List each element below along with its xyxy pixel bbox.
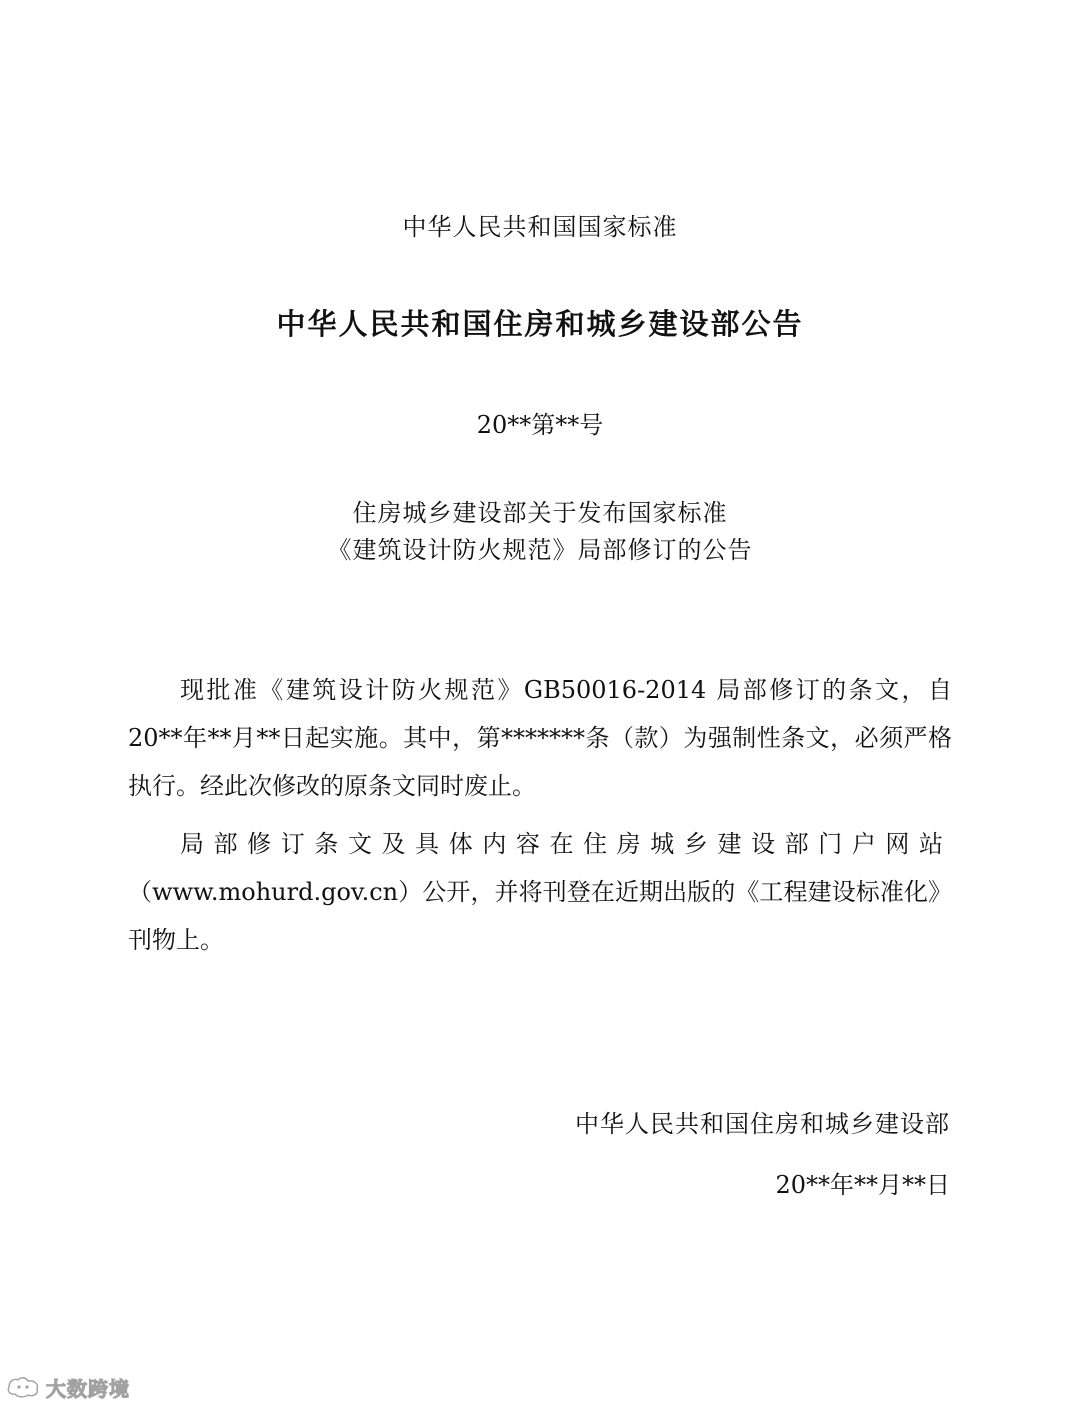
bilibili-style-logo-icon [6,1375,42,1399]
paragraph-2-spaced-text: 局部修订条文及具体内容在住房城乡建设部门户网站 [180,830,952,858]
paragraph-2-rest-text: （www.mohurd.gov.cn）公开，并将刊登在近期出版的《工程建设标准化》刊物上。 [128,878,952,954]
signature-date: 20**年**月**日 [775,1171,950,1199]
notice-subtitle-line-1: 住房城乡建设部关于发布国家标准 [352,499,728,527]
watermark [6,1372,130,1402]
body-paragraph-1: 现批准《建筑设计防火规范》GB50016-2014 局部修订的条文，自 20**年**月**日起实施。其中，第*******条（款）为强制性条文，必须严格执行。经此次修改的原条文同时废止。 [128,676,952,800]
notice-subtitle-line-2: 《建筑设计防火规范》局部修订的公告 [327,536,753,564]
body-paragraph-2 [128,820,952,964]
watermark-text: 大数跨境 [46,1376,130,1401]
notice-number: 20**第**号 [476,411,604,439]
notice-title: 中华人民共和国住房和城乡建设部公告 [276,307,804,341]
signature-organization: 中华人民共和国住房和城乡建设部 [575,1110,950,1138]
standard-header: 中华人民共和国国家标准 [402,213,678,241]
